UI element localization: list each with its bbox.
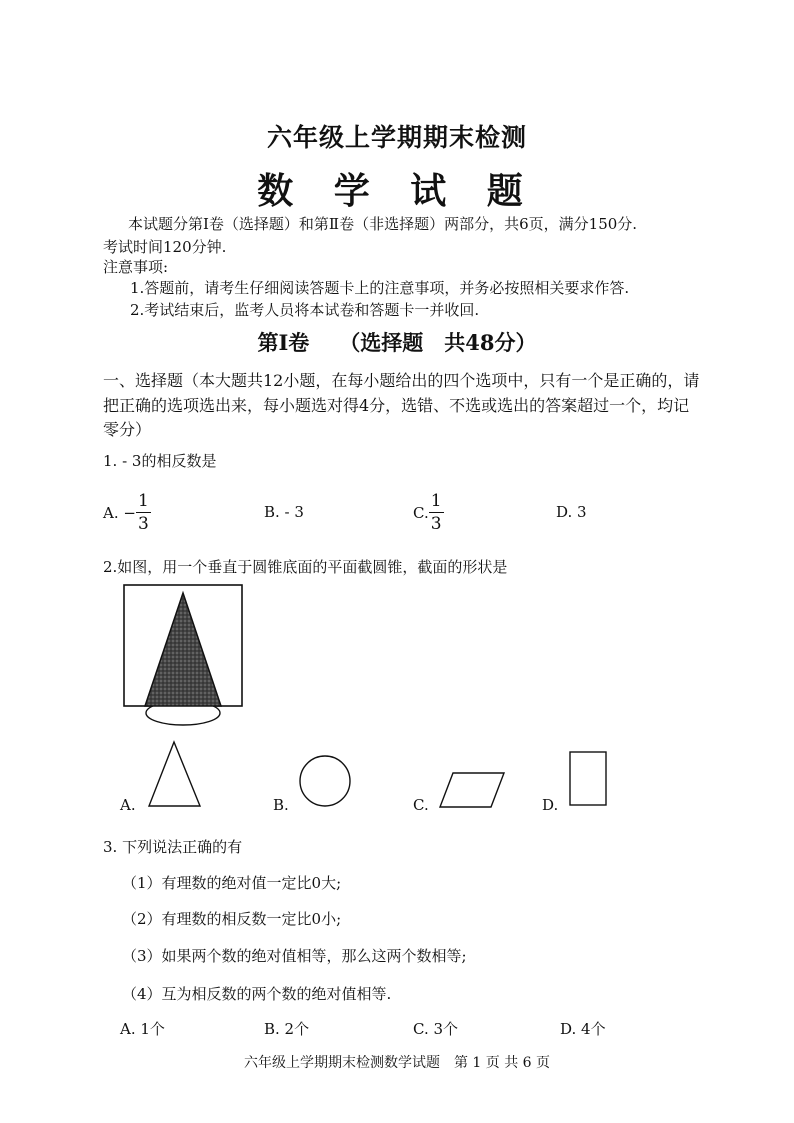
q1-option-a-denominator: 3 xyxy=(137,514,149,534)
subject-title: 数 学 试 题 xyxy=(257,170,537,212)
q3-statement-1: （1）有理数的绝对值一定比0大; xyxy=(122,874,342,892)
section-part: 第Ⅰ卷 xyxy=(257,330,310,355)
section-desc: （选择题 共48分） xyxy=(339,330,537,355)
q3-option-a: A. 1个 xyxy=(120,1020,165,1038)
q1-option-c-numerator: 1 xyxy=(430,491,442,511)
notes-title: 注意事项: xyxy=(103,258,169,276)
q2-option-b: B. xyxy=(273,796,289,814)
q1-stem: 1. - 3的相反数是 xyxy=(103,452,217,470)
instructions-line-3: 零分） xyxy=(103,420,152,439)
q1-option-c-label: C. xyxy=(413,503,429,522)
q1-option-d: D. 3 xyxy=(556,503,587,521)
q1-option-a-label: A. − xyxy=(103,503,136,522)
q3-statement-3: （3）如果两个数的绝对值相等，那么这两个数相等; xyxy=(122,947,467,965)
option-a-triangle-shape xyxy=(149,742,200,806)
q3-statement-4: （4）互为相反数的两个数的绝对值相等. xyxy=(122,985,392,1003)
instructions-line-1: 一、选择题（本大题共12小题，在每小题给出的四个选项中，只有一个是正确的，请 xyxy=(103,371,700,390)
instructions-line-2: 把正确的选项选出来，每小题选对得4分，选错、不选或选出的答案超过一个，均记 xyxy=(103,396,690,415)
q1-option-b: B. - 3 xyxy=(264,503,304,521)
cone-cross-section xyxy=(145,593,221,706)
q3-option-d: D. 4个 xyxy=(560,1020,606,1038)
page-footer: 六年级上学期期末检测数学试题 第 1 页 共 6 页 xyxy=(243,1055,551,1071)
q2-option-a: A. xyxy=(120,796,136,814)
q2-stem: 2.如图，用一个垂直于圆锥底面的平面截圆锥，截面的形状是 xyxy=(103,558,508,576)
q3-statement-2: （2）有理数的相反数一定比0小; xyxy=(122,910,342,928)
note-2: 2.考试结束后，监考人员将本试卷和答题卡一并收回. xyxy=(130,301,480,319)
intro-line-2: 考试时间120分钟. xyxy=(103,238,227,256)
option-b-circle-shape xyxy=(300,756,350,806)
q1-option-c-denominator: 3 xyxy=(430,514,442,534)
exam-title: 六年级上学期期末检测 xyxy=(266,123,527,152)
q1-option-a-numerator: 1 xyxy=(137,491,149,511)
note-1: 1.答题前，请考生仔细阅读答题卡上的注意事项，并务必按照相关要求作答. xyxy=(130,279,630,297)
intro-line-1: 本试题分第Ⅰ卷（选择题）和第Ⅱ卷（非选择题）两部分，共6页，满分150分. xyxy=(128,215,638,233)
q2-option-c: C. xyxy=(413,796,429,814)
q3-stem: 3. 下列说法正确的有 xyxy=(103,838,243,856)
q3-option-c: C. 3个 xyxy=(413,1020,459,1038)
option-c-parallelogram-shape xyxy=(440,773,504,807)
option-d-rectangle-shape xyxy=(570,752,606,805)
q3-option-b: B. 2个 xyxy=(264,1020,310,1038)
q2-option-d: D. xyxy=(542,796,559,814)
